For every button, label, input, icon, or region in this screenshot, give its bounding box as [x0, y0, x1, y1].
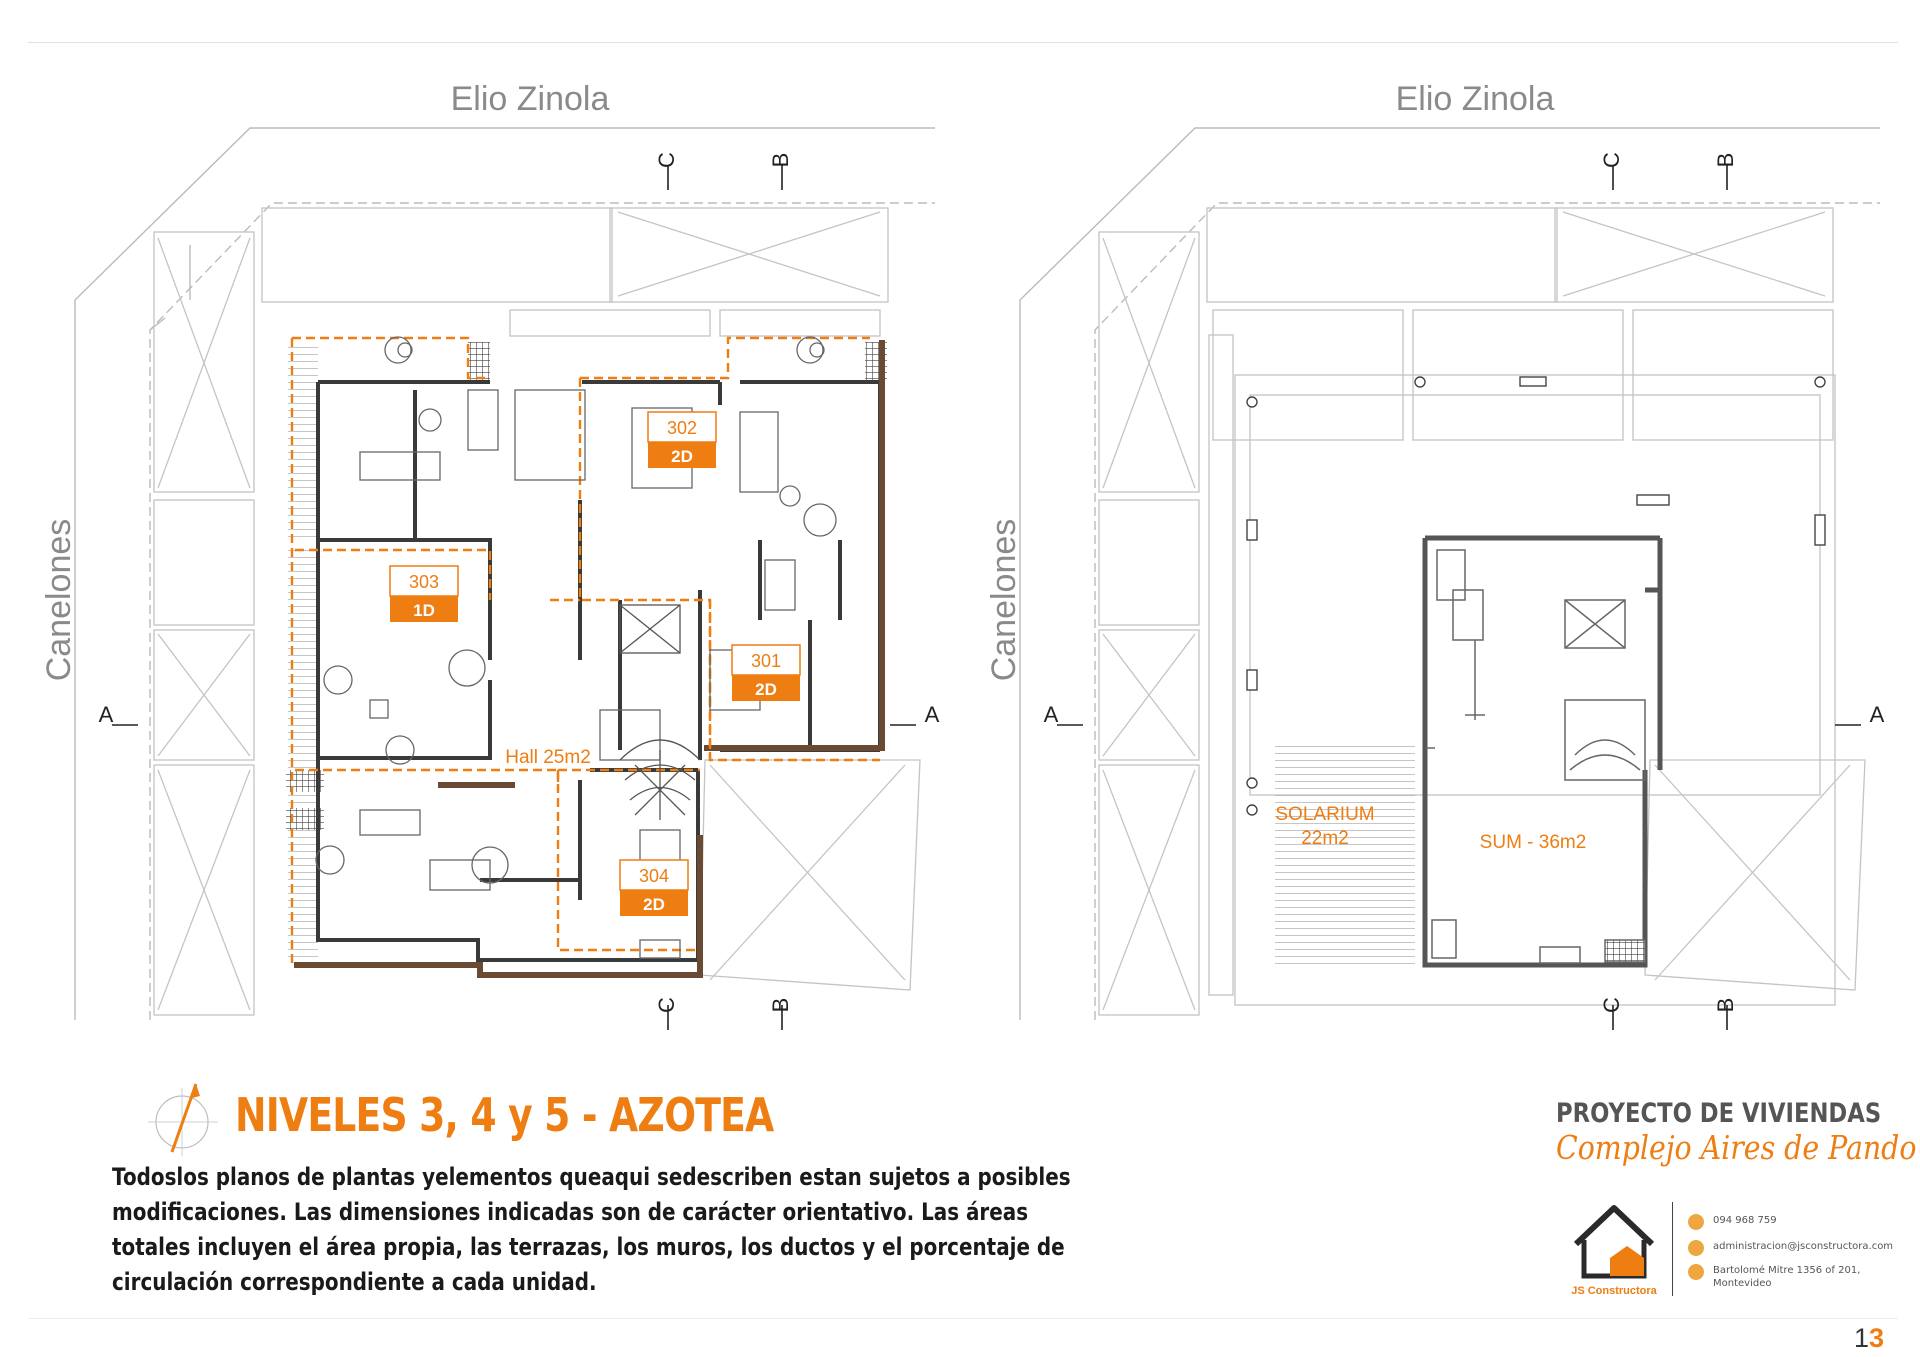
unit-301-number: 301: [750, 651, 782, 671]
contact-email-text: administracion@jsconstructora.com: [1713, 1241, 1894, 1252]
unit-301: [732, 645, 800, 701]
section-mark-a-right: A: [1869, 702, 1885, 727]
page-number-prefix: 1: [1854, 1323, 1870, 1353]
contact-address-text: Bartolomé Mitre 1356 of 201, Montevideo: [1713, 1265, 1861, 1289]
neighbor-blocks: [1099, 208, 1865, 1015]
brand-name: JS Constructora: [1571, 1285, 1657, 1297]
brand-logo: [1562, 1200, 1672, 1305]
unit-304: [620, 860, 688, 916]
section-mark-a-left: A: [1043, 702, 1059, 727]
page-title: NIVELES 3, 4 y 5 - AZOTEA: [235, 1088, 774, 1142]
compass-icon: [140, 1078, 230, 1158]
solarium-label: SOLARIUM: [1275, 804, 1375, 825]
unit-303-number: 303: [408, 572, 440, 592]
section-mark-b-top: B: [1713, 152, 1738, 168]
solarium-area: 22m2: [1301, 828, 1349, 849]
section-mark-c-top: C: [1599, 152, 1624, 168]
street-canelones: Canelones: [40, 518, 78, 682]
hall-label: Hall 25m2: [505, 747, 591, 768]
email-icon: [1688, 1240, 1704, 1256]
house-logo-icon: [1562, 1200, 1672, 1300]
sum-interior: [1425, 550, 1645, 963]
site-outline: [1020, 128, 1880, 1020]
sum-label: SUM - 36m2: [1479, 832, 1587, 853]
unit-302-number: 302: [666, 418, 698, 438]
floor-plan-levels-3-4-5: [20, 60, 940, 1040]
contact-phone-text: 094 968 759: [1713, 1215, 1777, 1226]
section-mark-b-bottom: B: [1713, 997, 1738, 1013]
section-mark-a-left: A: [98, 702, 114, 727]
neighbor-blocks: [154, 208, 920, 1015]
project-title: PROYECTO DE VIVIENDAS: [1556, 1098, 1882, 1129]
unit-301-type: 2D: [755, 680, 777, 699]
unit-304-type: 2D: [643, 895, 665, 914]
section-mark-a-right: A: [924, 702, 940, 727]
section-mark-b-bottom: B: [768, 997, 793, 1013]
section-mark-b-top: B: [768, 152, 793, 168]
street-canelones: Canelones: [985, 518, 1023, 682]
unit-302: [648, 412, 716, 468]
top-divider: [28, 42, 1898, 43]
unit-302-type: 2D: [671, 447, 693, 466]
section-marks: [1057, 165, 1861, 1030]
brand-divider: [1672, 1202, 1673, 1296]
unit-304-number: 304: [638, 866, 670, 886]
unit-303: [390, 566, 458, 622]
contact-address: [1688, 1264, 1868, 1290]
floor-plan-azotea: [965, 60, 1885, 1040]
location-pin-icon: [1688, 1264, 1704, 1280]
bottom-divider: [28, 1318, 1898, 1319]
site-outline: [75, 128, 935, 1020]
project-subtitle: Complejo Aires de Pando: [1556, 1128, 1917, 1167]
contact-phone: [1688, 1214, 1777, 1230]
solarium-deck: [1275, 740, 1415, 970]
unit-303-type: 1D: [413, 601, 435, 620]
page-number: [1854, 1323, 1884, 1354]
page-number-accent: 3: [1869, 1323, 1885, 1353]
disclaimer-text: Todoslos planos de plantas yelementos queaqui sedescriben estan sujetos a posibles modificaciones. Las dimensiones indicadas son de carácter orientativo. Las áreas totales incluyen el área propia, las terrazas, los muros, los ductos y el porcentaje de circulación correspondiente a cada unidad.: [112, 1163, 1071, 1296]
street-elio-zinola: Elio Zinola: [1395, 80, 1555, 118]
street-elio-zinola: Elio Zinola: [450, 80, 610, 118]
section-mark-c-bottom: C: [654, 997, 679, 1013]
contact-email: [1688, 1240, 1893, 1256]
section-mark-c-bottom: C: [1599, 997, 1624, 1013]
phone-icon: [1688, 1214, 1704, 1230]
section-mark-c-top: C: [654, 152, 679, 168]
